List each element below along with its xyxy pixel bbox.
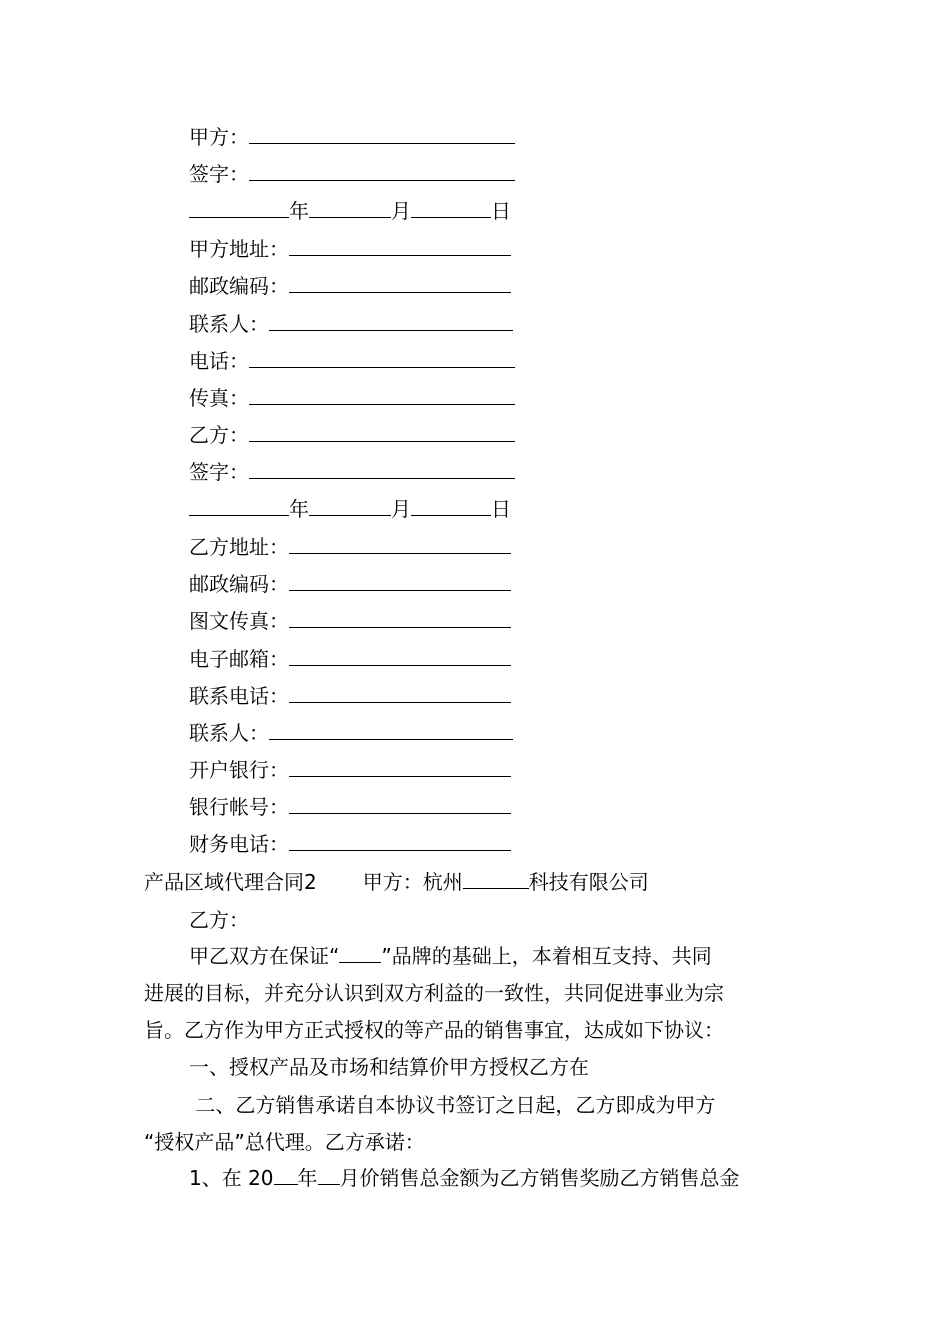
month-blank [318,1165,340,1185]
month-label: 月 [391,199,411,223]
party-b-contact-phone-label: 联系电话： [189,684,289,708]
party-a-label: 甲方： [189,125,249,149]
party-a-postcode-label: 邮政编码： [189,274,289,298]
party-a-address-line [189,236,511,262]
party-b-sign-label: 签字： [189,460,249,484]
party-b-bank-blank [289,757,511,777]
year-label: 年 [289,199,309,223]
item3-line [189,1165,740,1191]
party-a-contact-label: 联系人： [189,312,269,336]
para1-text-line3: 旨。乙方作为甲方正式授权的等产品的销售事宜，达成如下协议： [144,1018,724,1042]
party-a-postcode-blank [289,273,511,293]
para1-text-b: ”品牌的基础上，本着相互支持、共同 [381,944,712,968]
party-b-sign-line [189,459,515,485]
contract2-party-b: 乙方： [189,908,249,932]
party-b-fax-line [189,608,511,634]
item1-line [189,1054,589,1080]
year-blank [274,1165,298,1185]
contract2-party-a-suffix: 科技有限公司 [528,870,649,894]
item2-line1 [189,1092,715,1118]
brand-blank [339,943,381,963]
party-b-email-blank [289,646,511,666]
party-b-contact-phone-blank [289,683,511,703]
day-label: 日 [491,199,511,223]
item2-text-line2: “授权产品”总代理。乙方承诺： [144,1130,425,1154]
party-a-fax-blank [249,385,515,405]
party-b-finance-phone-line [189,831,511,857]
item2-line2 [144,1129,425,1155]
party-b-finance-phone-blank [289,831,511,851]
party-b-contact-line [189,720,513,746]
party-a-sign-blank [249,161,515,181]
year-blank [189,198,289,218]
party-b-bank-label: 开户银行： [189,758,289,782]
party-a-line [189,124,515,150]
party-b-account-label: 银行帐号： [189,795,289,819]
party-a-address-blank [289,236,511,256]
party-b-fax-blank [289,608,511,628]
party-a-contact-line [189,311,513,337]
day-label: 日 [491,497,511,521]
contract2-heading: 产品区域代理合同2 [144,870,317,894]
para1-text-a: 甲乙双方在保证“ [189,944,340,968]
item1-text: 一、授权产品及市场和结算价甲方授权乙方在 [189,1055,589,1079]
party-b-bank-line [189,757,511,783]
party-b-contact-label: 联系人： [189,721,269,745]
party-b-contact-blank [269,720,513,740]
party-b-postcode-line [189,571,511,597]
month-blank [309,198,391,218]
party-a-date-line [189,198,511,224]
para1-line3 [144,1017,724,1043]
month-label: 月 [391,497,411,521]
item3-text-c: 月价销售总金额为乙方销售奖励乙方销售总金 [339,1166,740,1190]
party-a-phone-label: 电话： [189,349,249,373]
party-b-line [189,422,515,448]
party-a-address-label: 甲方地址： [189,237,289,261]
month-blank [309,496,391,516]
party-a-phone-line [189,348,515,374]
day-blank [411,496,491,516]
party-b-address-label: 乙方地址： [189,535,289,559]
company-name-blank [463,869,529,889]
party-b-account-line [189,794,511,820]
party-a-phone-blank [249,348,515,368]
party-b-address-blank [289,534,511,554]
year-label: 年 [289,497,309,521]
contract2-party-b-line [189,907,249,933]
party-a-sign-label: 签字： [189,162,249,186]
party-b-email-label: 电子邮箱： [189,647,289,671]
party-b-sign-blank [249,459,515,479]
party-b-contact-phone-line [189,683,511,709]
day-blank [411,198,491,218]
party-b-email-line [189,646,511,672]
year-blank [189,496,289,516]
party-b-fax-label: 图文传真： [189,609,289,633]
para1-line1 [189,943,712,969]
party-b-finance-phone-label: 财务电话： [189,832,289,856]
party-a-postcode-line [189,273,511,299]
item2-text-line1: 二、乙方销售承诺自本协议书签订之日起，乙方即成为甲方 [189,1093,716,1117]
party-a-contact-blank [269,311,513,331]
party-b-postcode-label: 邮政编码： [189,572,289,596]
party-b-address-line [189,534,511,560]
para1-text-line2: 进展的目标，并充分认识到双方利益的一致性，共同促进事业为宗 [144,981,724,1005]
party-a-fax-label: 传真： [189,386,249,410]
contract2-heading-line [144,869,649,895]
party-b-postcode-blank [289,571,511,591]
party-b-label: 乙方： [189,423,249,447]
party-b-date-line [189,496,511,522]
party-a-blank [249,124,515,144]
para1-line2 [144,980,724,1006]
contract2-party-a-prefix: 甲方：杭州 [362,870,463,894]
party-a-fax-line [189,385,515,411]
party-a-sign-line [189,161,515,187]
item3-text-b: 年 [297,1166,318,1190]
party-b-blank [249,422,515,442]
item3-text-a: 1、在 20 [189,1166,274,1190]
party-b-account-blank [289,794,511,814]
